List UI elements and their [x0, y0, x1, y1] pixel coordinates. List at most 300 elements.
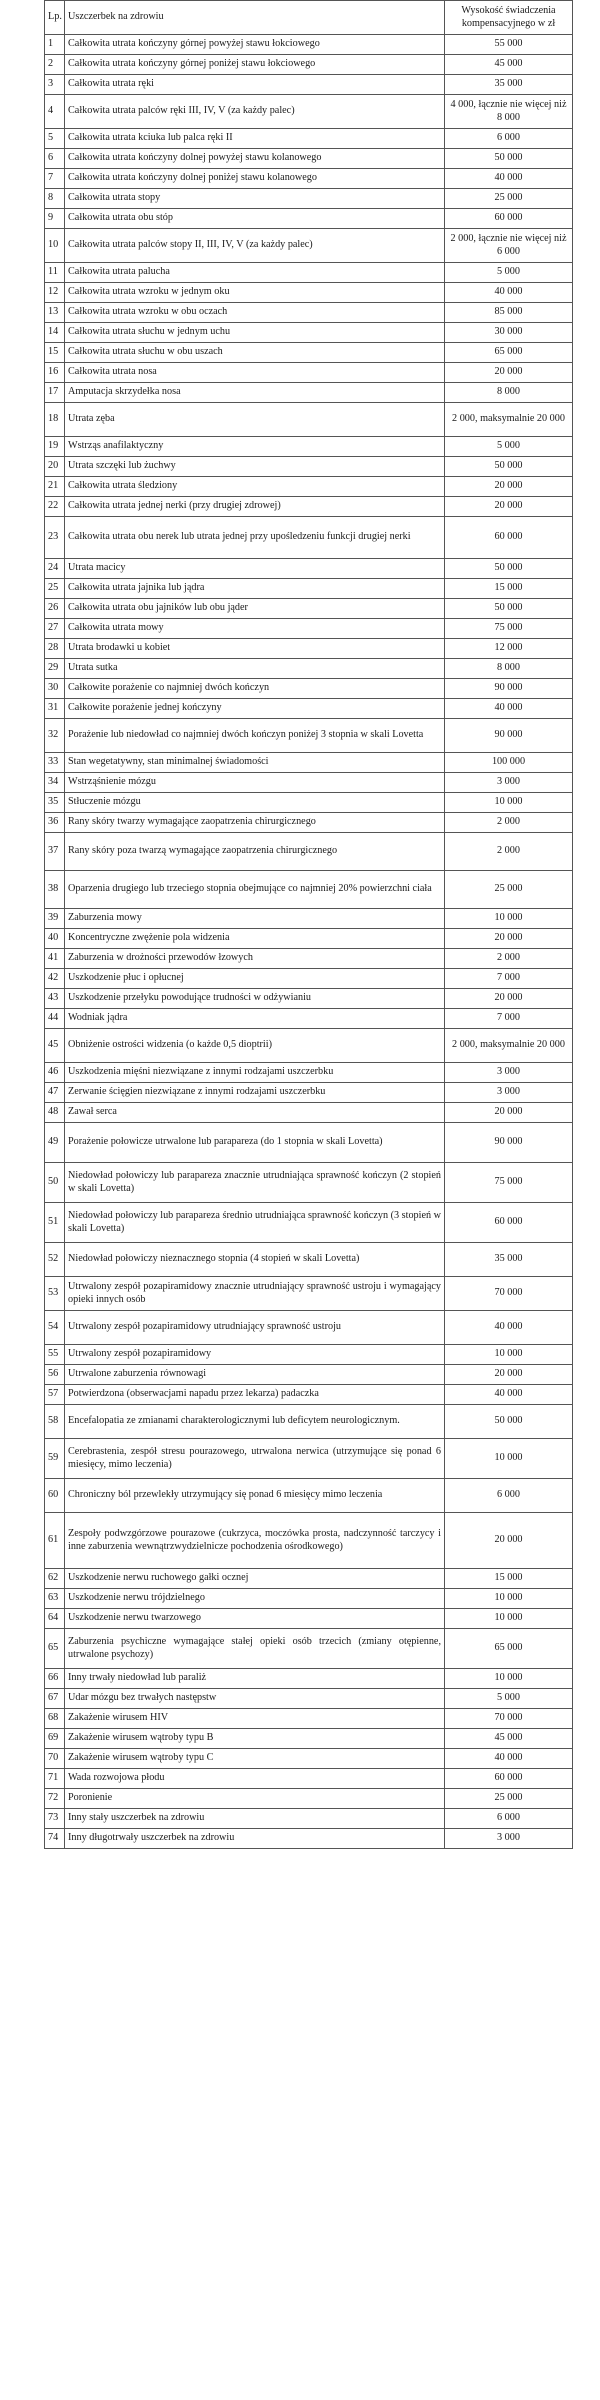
row-lp: 34	[45, 773, 65, 793]
row-injury: Całkowita utrata mowy	[65, 619, 445, 639]
row-injury: Stłuczenie mózgu	[65, 793, 445, 813]
row-injury: Całkowita utrata jajnika lub jądra	[65, 579, 445, 599]
row-injury: Uszkodzenie nerwu trójdzielnego	[65, 1589, 445, 1609]
table-row	[45, 1123, 573, 1163]
row-amount: 90 000	[445, 679, 573, 699]
row-amount: 20 000	[445, 929, 573, 949]
row-amount: 12 000	[445, 639, 573, 659]
row-lp: 2	[45, 55, 65, 75]
row-amount: 20 000	[445, 1103, 573, 1123]
row-amount: 15 000	[445, 579, 573, 599]
table-row	[45, 55, 573, 75]
row-injury: Zakażenie wirusem HIV	[65, 1709, 445, 1729]
row-lp: 74	[45, 1829, 65, 1849]
row-lp: 60	[45, 1479, 65, 1513]
row-injury: Amputacja skrzydełka nosa	[65, 383, 445, 403]
row-injury: Utrata brodawki u kobiet	[65, 639, 445, 659]
row-amount: 45 000	[445, 1729, 573, 1749]
table-row	[45, 169, 573, 189]
row-amount: 10 000	[445, 1669, 573, 1689]
table-row	[45, 699, 573, 719]
row-injury: Uszkodzenie nerwu ruchowego gałki ocznej	[65, 1569, 445, 1589]
row-lp: 5	[45, 129, 65, 149]
row-lp: 42	[45, 969, 65, 989]
table-row	[45, 229, 573, 263]
row-lp: 20	[45, 457, 65, 477]
table-row	[45, 363, 573, 383]
row-amount: 50 000	[445, 1405, 573, 1439]
table-row	[45, 1083, 573, 1103]
row-lp: 9	[45, 209, 65, 229]
table-row	[45, 599, 573, 619]
row-injury: Oparzenia drugiego lub trzeciego stopnia obejmujące co najmniej 20% powierzchni ciała	[65, 871, 445, 909]
row-injury: Stan wegetatywny, stan minimalnej świadomości	[65, 753, 445, 773]
row-amount: 6 000	[445, 1479, 573, 1513]
row-amount: 2 000	[445, 833, 573, 871]
row-injury: Udar mózgu bez trwałych następstw	[65, 1689, 445, 1709]
row-lp: 11	[45, 263, 65, 283]
row-amount: 50 000	[445, 149, 573, 169]
table-row	[45, 1311, 573, 1345]
row-injury: Całkowita utrata kończyny górnej poniżej stawu łokciowego	[65, 55, 445, 75]
table-row	[45, 189, 573, 209]
row-lp: 47	[45, 1083, 65, 1103]
row-amount: 40 000	[445, 1749, 573, 1769]
row-lp: 49	[45, 1123, 65, 1163]
row-amount: 65 000	[445, 343, 573, 363]
table-row	[45, 323, 573, 343]
row-amount: 5 000	[445, 263, 573, 283]
row-injury: Uszkodzenia mięśni niezwiązane z innymi rodzajami uszczerbku	[65, 1063, 445, 1083]
row-injury: Zaburzenia mowy	[65, 909, 445, 929]
row-injury: Poronienie	[65, 1789, 445, 1809]
table-row	[45, 95, 573, 129]
row-amount: 40 000	[445, 1311, 573, 1345]
row-amount: 70 000	[445, 1277, 573, 1311]
row-injury: Zerwanie ścięgien niezwiązane z innymi rodzajami uszczerbku	[65, 1083, 445, 1103]
row-injury: Rany skóry poza twarzą wymagające zaopatrzenia chirurgicznego	[65, 833, 445, 871]
row-injury: Uszkodzenie przełyku powodujące trudności w odżywianiu	[65, 989, 445, 1009]
row-lp: 22	[45, 497, 65, 517]
row-lp: 44	[45, 1009, 65, 1029]
row-injury: Utrwalone zaburzenia równowagi	[65, 1365, 445, 1385]
row-lp: 73	[45, 1809, 65, 1829]
table-row	[45, 1809, 573, 1829]
row-amount: 8 000	[445, 383, 573, 403]
row-lp: 54	[45, 1311, 65, 1345]
table-row	[45, 1405, 573, 1439]
row-amount: 2 000, maksymalnie 20 000	[445, 1029, 573, 1063]
row-lp: 38	[45, 871, 65, 909]
row-lp: 10	[45, 229, 65, 263]
row-amount: 40 000	[445, 169, 573, 189]
row-lp: 40	[45, 929, 65, 949]
row-injury: Całkowita utrata obu stóp	[65, 209, 445, 229]
row-injury: Rany skóry twarzy wymagające zaopatrzenia chirurgicznego	[65, 813, 445, 833]
table-row	[45, 639, 573, 659]
row-injury: Niedowład połowiczy lub parapareza znacznie utrudniająca sprawność kończyn (2 stopień w skali Lovetta)	[65, 1163, 445, 1203]
row-amount: 75 000	[445, 1163, 573, 1203]
row-amount: 3 000	[445, 1829, 573, 1849]
row-amount: 50 000	[445, 457, 573, 477]
row-injury: Wada rozwojowa płodu	[65, 1769, 445, 1789]
row-injury: Całkowita utrata nosa	[65, 363, 445, 383]
table-row	[45, 129, 573, 149]
table-row	[45, 1203, 573, 1243]
row-lp: 14	[45, 323, 65, 343]
row-injury: Zakażenie wirusem wątroby typu C	[65, 1749, 445, 1769]
row-injury: Wstrząs anafilaktyczny	[65, 437, 445, 457]
table-row	[45, 497, 573, 517]
table-row	[45, 871, 573, 909]
row-lp: 6	[45, 149, 65, 169]
row-injury: Utrata macicy	[65, 559, 445, 579]
row-amount: 10 000	[445, 1345, 573, 1365]
row-injury: Utrata szczęki lub żuchwy	[65, 457, 445, 477]
row-amount: 75 000	[445, 619, 573, 639]
row-injury: Całkowita utrata kciuka lub palca ręki II	[65, 129, 445, 149]
row-amount: 10 000	[445, 909, 573, 929]
row-lp: 48	[45, 1103, 65, 1123]
table-row	[45, 1789, 573, 1809]
row-amount: 10 000	[445, 1589, 573, 1609]
table-row	[45, 263, 573, 283]
injury-compensation-table	[44, 0, 573, 1849]
table-row	[45, 283, 573, 303]
table-row	[45, 1829, 573, 1849]
table-row	[45, 303, 573, 323]
row-injury: Całkowita utrata jednej nerki (przy drugiej zdrowej)	[65, 497, 445, 517]
row-lp: 15	[45, 343, 65, 363]
table-row	[45, 1277, 573, 1311]
row-lp: 33	[45, 753, 65, 773]
row-amount: 2 000	[445, 813, 573, 833]
table-row	[45, 989, 573, 1009]
row-injury: Inny długotrwały uszczerbek na zdrowiu	[65, 1829, 445, 1849]
row-amount: 20 000	[445, 1365, 573, 1385]
row-injury: Wstrząśnienie mózgu	[65, 773, 445, 793]
row-amount: 7 000	[445, 1009, 573, 1029]
row-injury: Obniżenie ostrości widzenia (o każde 0,5 dioptrii)	[65, 1029, 445, 1063]
row-injury: Całkowita utrata ręki	[65, 75, 445, 95]
row-amount: 2 000, maksymalnie 20 000	[445, 403, 573, 437]
row-injury: Całkowita utrata słuchu w obu uszach	[65, 343, 445, 363]
row-lp: 32	[45, 719, 65, 753]
row-injury: Uszkodzenie płuc i opłucnej	[65, 969, 445, 989]
table-row	[45, 1345, 573, 1365]
row-lp: 51	[45, 1203, 65, 1243]
row-injury: Cerebrastenia, zespół stresu pourazowego, utrwalona nerwica (utrzymujące się ponad 6 miesięcy, mimo leczenia)	[65, 1439, 445, 1479]
table-row	[45, 1009, 573, 1029]
row-injury: Inny trwały niedowład lub paraliż	[65, 1669, 445, 1689]
row-amount: 6 000	[445, 129, 573, 149]
row-injury: Całkowita utrata słuchu w jednym uchu	[65, 323, 445, 343]
table-row	[45, 1589, 573, 1609]
row-amount: 35 000	[445, 1243, 573, 1277]
row-lp: 52	[45, 1243, 65, 1277]
table-row	[45, 1029, 573, 1063]
row-injury: Porażenie połowicze utrwalone lub parapareza (do 1 stopnia w skali Lovetta)	[65, 1123, 445, 1163]
row-lp: 37	[45, 833, 65, 871]
row-amount: 60 000	[445, 517, 573, 559]
row-amount: 20 000	[445, 989, 573, 1009]
table-row	[45, 833, 573, 871]
table-row	[45, 343, 573, 363]
table-header-row	[45, 1, 573, 35]
table-row	[45, 1729, 573, 1749]
row-injury: Całkowita utrata obu nerek lub utrata jednej przy upośledzeniu funkcji drugiej nerki	[65, 517, 445, 559]
row-amount: 60 000	[445, 1769, 573, 1789]
row-lp: 31	[45, 699, 65, 719]
table-row	[45, 579, 573, 599]
row-lp: 23	[45, 517, 65, 559]
table-row	[45, 1439, 573, 1479]
row-lp: 50	[45, 1163, 65, 1203]
row-lp: 63	[45, 1589, 65, 1609]
table-row	[45, 75, 573, 95]
table-row	[45, 1669, 573, 1689]
row-amount: 10 000	[445, 793, 573, 813]
row-lp: 13	[45, 303, 65, 323]
row-amount: 20 000	[445, 497, 573, 517]
table-row	[45, 1709, 573, 1729]
table-row	[45, 457, 573, 477]
row-lp: 53	[45, 1277, 65, 1311]
row-injury: Utrata zęba	[65, 403, 445, 437]
table-row	[45, 1569, 573, 1589]
table-row	[45, 1103, 573, 1123]
row-injury: Całkowita utrata palucha	[65, 263, 445, 283]
row-lp: 46	[45, 1063, 65, 1083]
row-lp: 18	[45, 403, 65, 437]
row-lp: 36	[45, 813, 65, 833]
table-row	[45, 1629, 573, 1669]
row-amount: 7 000	[445, 969, 573, 989]
row-amount: 25 000	[445, 189, 573, 209]
row-lp: 62	[45, 1569, 65, 1589]
row-lp: 26	[45, 599, 65, 619]
row-amount: 40 000	[445, 699, 573, 719]
table-row	[45, 403, 573, 437]
table-row	[45, 949, 573, 969]
row-amount: 5 000	[445, 1689, 573, 1709]
table-row	[45, 619, 573, 639]
row-amount: 90 000	[445, 1123, 573, 1163]
row-injury: Całkowita utrata stopy	[65, 189, 445, 209]
row-injury: Całkowita utrata śledziony	[65, 477, 445, 497]
table-row	[45, 517, 573, 559]
row-amount: 4 000, łącznie nie więcej niż 8 000	[445, 95, 573, 129]
table-row	[45, 35, 573, 55]
row-injury: Uszkodzenie nerwu twarzowego	[65, 1609, 445, 1629]
row-lp: 71	[45, 1769, 65, 1789]
row-amount: 8 000	[445, 659, 573, 679]
row-amount: 100 000	[445, 753, 573, 773]
row-lp: 16	[45, 363, 65, 383]
row-injury: Całkowita utrata obu jajników lub obu jąder	[65, 599, 445, 619]
table-row	[45, 1243, 573, 1277]
table-row	[45, 1689, 573, 1709]
row-injury: Niedowład połowiczy nieznacznego stopnia (4 stopień w skali Lovetta)	[65, 1243, 445, 1277]
row-lp: 56	[45, 1365, 65, 1385]
row-amount: 40 000	[445, 283, 573, 303]
row-lp: 3	[45, 75, 65, 95]
row-lp: 67	[45, 1689, 65, 1709]
row-lp: 35	[45, 793, 65, 813]
table-row	[45, 969, 573, 989]
row-injury: Koncentryczne zwężenie pola widzenia	[65, 929, 445, 949]
row-lp: 64	[45, 1609, 65, 1629]
row-amount: 50 000	[445, 599, 573, 619]
row-lp: 66	[45, 1669, 65, 1689]
header-lp: Lp.	[45, 1, 65, 35]
row-amount: 60 000	[445, 1203, 573, 1243]
row-lp: 19	[45, 437, 65, 457]
row-amount: 65 000	[445, 1629, 573, 1669]
row-injury: Chroniczny ból przewlekły utrzymujący się ponad 6 miesięcy mimo leczenia	[65, 1479, 445, 1513]
row-lp: 45	[45, 1029, 65, 1063]
row-amount: 90 000	[445, 719, 573, 753]
row-injury: Encefalopatia ze zmianami charakterologicznymi lub deficytem neurologicznym.	[65, 1405, 445, 1439]
row-injury: Potwierdzona (obserwacjami napadu przez lekarza) padaczka	[65, 1385, 445, 1405]
row-lp: 24	[45, 559, 65, 579]
table-row	[45, 773, 573, 793]
row-amount: 30 000	[445, 323, 573, 343]
row-injury: Wodniak jądra	[65, 1009, 445, 1029]
row-injury: Zaburzenia psychiczne wymagające stałej opieki osób trzecich (zmiany otępienne, utrwalone psychozy)	[65, 1629, 445, 1669]
table-row	[45, 383, 573, 403]
row-amount: 40 000	[445, 1385, 573, 1405]
table-row	[45, 813, 573, 833]
table-row	[45, 753, 573, 773]
row-lp: 25	[45, 579, 65, 599]
table-row	[45, 149, 573, 169]
row-injury: Całkowita utrata kończyny dolnej poniżej stawu kolanowego	[65, 169, 445, 189]
row-injury: Zaburzenia w drożności przewodów łzowych	[65, 949, 445, 969]
table-body	[45, 35, 573, 1849]
row-injury: Utrwalony zespół pozapiramidowy utrudniający sprawność ustroju	[65, 1311, 445, 1345]
table-row	[45, 209, 573, 229]
row-amount: 25 000	[445, 871, 573, 909]
row-lp: 59	[45, 1439, 65, 1479]
row-amount: 3 000	[445, 773, 573, 793]
row-lp: 27	[45, 619, 65, 639]
row-injury: Całkowite porażenie jednej kończyny	[65, 699, 445, 719]
row-amount: 35 000	[445, 75, 573, 95]
table-row	[45, 477, 573, 497]
row-amount: 3 000	[445, 1063, 573, 1083]
row-lp: 72	[45, 1789, 65, 1809]
table-row	[45, 929, 573, 949]
row-injury: Zespoły podwzgórzowe pourazowe (cukrzyca, moczówka prosta, nadczynność tarczycy i inne zaburzenia wewnątrzwydzielnicze pochodzenia ośrodkowego)	[65, 1513, 445, 1569]
row-amount: 55 000	[445, 35, 573, 55]
row-amount: 20 000	[445, 477, 573, 497]
table-row	[45, 437, 573, 457]
row-amount: 50 000	[445, 559, 573, 579]
row-lp: 65	[45, 1629, 65, 1669]
table-row	[45, 1769, 573, 1789]
table-row	[45, 719, 573, 753]
row-lp: 61	[45, 1513, 65, 1569]
table-row	[45, 1609, 573, 1629]
row-lp: 68	[45, 1709, 65, 1729]
row-amount: 2 000	[445, 949, 573, 969]
table-row	[45, 1513, 573, 1569]
row-lp: 17	[45, 383, 65, 403]
row-amount: 25 000	[445, 1789, 573, 1809]
row-amount: 45 000	[445, 55, 573, 75]
row-injury: Zawał serca	[65, 1103, 445, 1123]
table-row	[45, 1385, 573, 1405]
row-amount: 15 000	[445, 1569, 573, 1589]
row-lp: 21	[45, 477, 65, 497]
row-lp: 39	[45, 909, 65, 929]
row-lp: 70	[45, 1749, 65, 1769]
row-lp: 57	[45, 1385, 65, 1405]
row-lp: 1	[45, 35, 65, 55]
header-injury: Uszczerbek na zdrowiu	[65, 1, 445, 35]
row-injury: Porażenie lub niedowład co najmniej dwóch kończyn poniżej 3 stopnia w skali Lovetta	[65, 719, 445, 753]
row-lp: 43	[45, 989, 65, 1009]
row-lp: 41	[45, 949, 65, 969]
row-lp: 55	[45, 1345, 65, 1365]
row-injury: Utrwalony zespół pozapiramidowy znacznie utrudniający sprawność ustroju i wymagający opieki innych osób	[65, 1277, 445, 1311]
row-injury: Inny stały uszczerbek na zdrowiu	[65, 1809, 445, 1829]
compensation-document	[44, 0, 572, 1849]
row-injury: Zakażenie wirusem wątroby typu B	[65, 1729, 445, 1749]
table-row	[45, 559, 573, 579]
row-injury: Całkowita utrata kończyny górnej powyżej stawu łokciowego	[65, 35, 445, 55]
row-lp: 69	[45, 1729, 65, 1749]
row-injury: Całkowita utrata wzroku w jednym oku	[65, 283, 445, 303]
row-amount: 85 000	[445, 303, 573, 323]
row-lp: 28	[45, 639, 65, 659]
row-amount: 5 000	[445, 437, 573, 457]
row-injury: Całkowita utrata kończyny dolnej powyżej stawu kolanowego	[65, 149, 445, 169]
row-lp: 4	[45, 95, 65, 129]
row-amount: 10 000	[445, 1439, 573, 1479]
row-injury: Całkowita utrata palców ręki III, IV, V (za każdy palec)	[65, 95, 445, 129]
table-row	[45, 909, 573, 929]
table-row	[45, 1163, 573, 1203]
header-amount: Wysokość świadczenia kompensacyjnego w zł	[445, 1, 573, 35]
row-amount: 70 000	[445, 1709, 573, 1729]
row-lp: 7	[45, 169, 65, 189]
row-injury: Całkowite porażenie co najmniej dwóch kończyn	[65, 679, 445, 699]
row-amount: 2 000, łącznie nie więcej niż 6 000	[445, 229, 573, 263]
row-injury: Całkowita utrata palców stopy II, III, IV, V (za każdy palec)	[65, 229, 445, 263]
table-row	[45, 1479, 573, 1513]
table-row	[45, 793, 573, 813]
row-amount: 60 000	[445, 209, 573, 229]
row-injury: Całkowita utrata wzroku w obu oczach	[65, 303, 445, 323]
row-amount: 3 000	[445, 1083, 573, 1103]
table-row	[45, 679, 573, 699]
row-lp: 58	[45, 1405, 65, 1439]
row-amount: 20 000	[445, 363, 573, 383]
row-amount: 6 000	[445, 1809, 573, 1829]
row-injury: Niedowład połowiczy lub parapareza średnio utrudniająca sprawność kończyn (3 stopień w skali Lovetta)	[65, 1203, 445, 1243]
row-injury: Utrata sutka	[65, 659, 445, 679]
table-row	[45, 1063, 573, 1083]
table-row	[45, 1749, 573, 1769]
row-lp: 8	[45, 189, 65, 209]
row-lp: 30	[45, 679, 65, 699]
row-lp: 29	[45, 659, 65, 679]
table-row	[45, 1365, 573, 1385]
row-amount: 20 000	[445, 1513, 573, 1569]
row-amount: 10 000	[445, 1609, 573, 1629]
